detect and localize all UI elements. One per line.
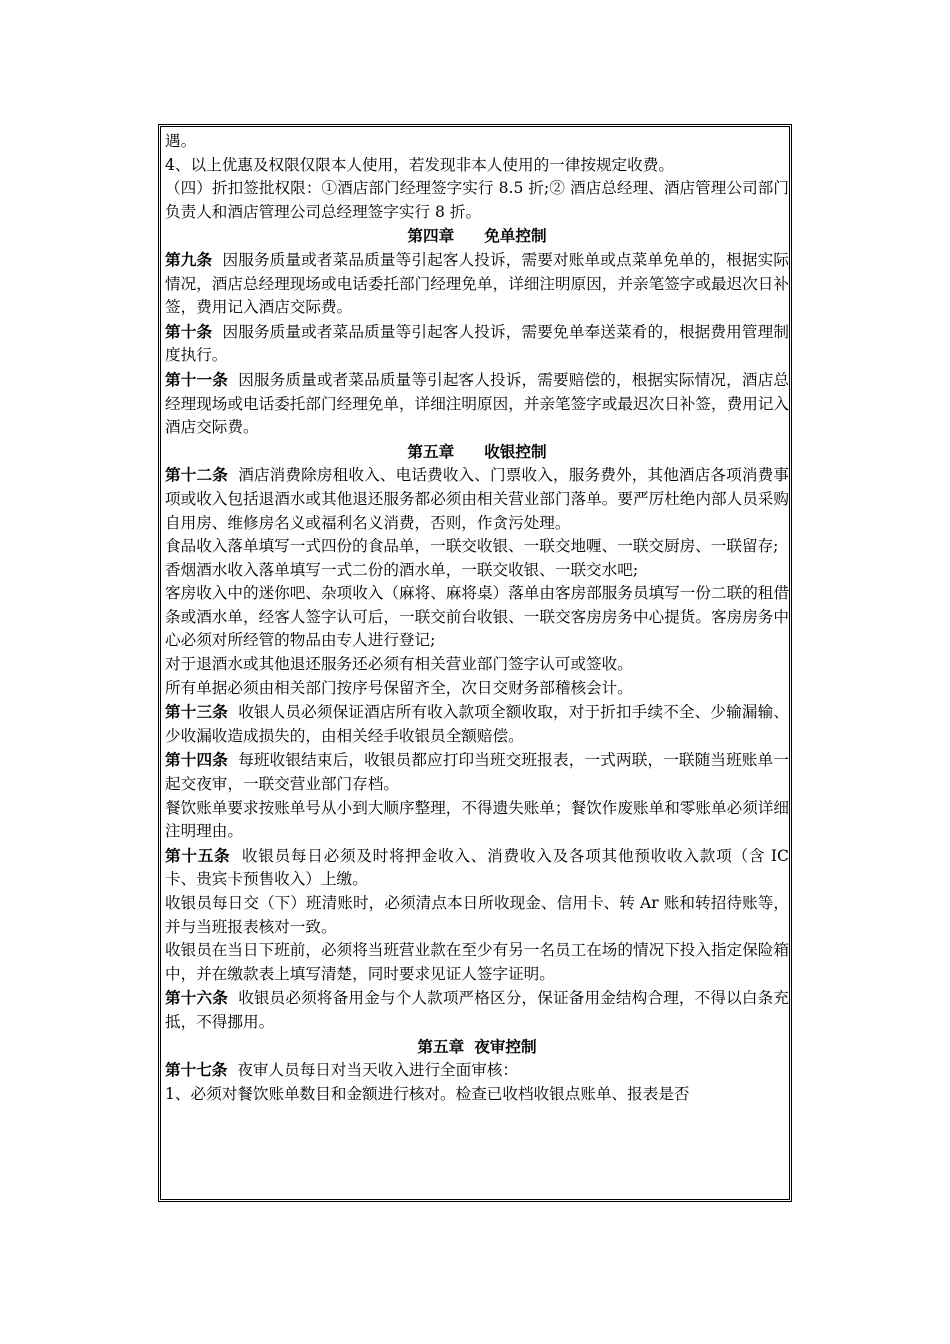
article-paragraph — [165, 248, 789, 320]
article-label: 第十四条 — [165, 750, 228, 770]
article-label: 第十三条 — [165, 702, 228, 722]
article-label: 第十二条 — [165, 465, 228, 485]
article-paragraph — [165, 844, 789, 892]
body-paragraph: 餐饮账单要求按账单号从小到大顺序整理，不得遗失账单；餐饮作废账单和零账单必须详细注明理由。 — [165, 798, 789, 841]
document-body — [165, 130, 789, 1106]
article-label: 第十条 — [165, 321, 213, 341]
article-label: 第十六条 — [165, 988, 228, 1008]
article-paragraph — [165, 368, 789, 440]
article-text: 因服务质量或者菜品质量等引起客人投诉，需要对账单或点菜单免单的，根据实际情况，酒店总经理现场或电话委托部门经理免单，详细注明原因，并亲笔签字或最迟次日补签，费用记入酒店交际费。 — [165, 250, 789, 317]
article-text: 收银员必须将备用金与个人款项严格区分，保证备用金结构合理，不得以白条充抵，不得挪用。 — [165, 989, 789, 1031]
article-text: 每班收银结束后，收银员都应打印当班交班报表，一式两联，一联随当班账单一起交夜审，一联交营业部门存档。 — [165, 751, 789, 794]
body-paragraph: 收银员每日交（下）班清账时，必须清点本日所收现金、信用卡、转 Ar 账和转招待账等，并与当班报表核对一致。 — [165, 894, 789, 936]
body-paragraph: 1、必须对餐饮账单数目和金额进行核对。检查已收档收银点账单、报表是否 — [165, 1084, 690, 1103]
article-text: 夜审人员每日对当天收入进行全面审核： — [237, 1061, 519, 1080]
article-paragraph — [165, 320, 789, 368]
article-label: 第九条 — [165, 249, 213, 269]
body-paragraph: 香烟酒水收入落单填写一式二份的酒水单，一联交收银、一联交水吧; — [165, 560, 639, 579]
body-paragraph: 遇。 — [165, 132, 197, 150]
document-frame — [158, 124, 792, 1202]
article-text: 因服务质量或者菜品质量等引起客人投诉，需要免单奉送菜肴的，根据费用管理制度执行。 — [165, 322, 789, 365]
article-paragraph — [165, 986, 789, 1034]
article-text: 酒店消费除房租收入、电话费收入、门票收入，服务费外，其他酒店各项消费事项或收入包括退酒水或其他退还服务都必须由相关营业部门落单。要严厉杜绝内部人员采购自用房、维修房名义或福利名义消费，否则，作贪污处理。 — [165, 466, 789, 532]
chapter-heading — [165, 224, 789, 248]
chapter-title: 收银控制 — [484, 441, 547, 461]
article-label: 第十一条 — [165, 369, 228, 389]
article-label: 第十五条 — [165, 845, 231, 865]
body-paragraph: 4、以上优惠及权限仅限本人使用，若发现非本人使用的一律按规定收费。 — [165, 155, 674, 174]
chapter-title: 免单控制 — [484, 226, 547, 246]
body-paragraph: 收银员在当日下班前，必须将当班营业款在至少有另一名员工在场的情况下投入指定保险箱中，并在缴款表上填写清楚，同时要求见证人签字证明。 — [165, 941, 789, 983]
article-text: 收银员每日必须及时将押金收入、消费收入及各项其他预收收入款项（含 IC 卡、贵宾卡预售收入）上缴。 — [165, 846, 789, 889]
article-text: 因服务质量或者菜品质量等引起客人投诉，需要赔偿的，根据实际情况，酒店总经理现场或电话委托部门经理免单，详细注明原因，并亲笔签字或最迟次日补签，费用记入酒店交际费。 — [165, 370, 789, 437]
article-paragraph — [165, 1058, 789, 1083]
chapter-number: 第五章 — [417, 1036, 465, 1056]
body-paragraph: 对于退酒水或其他退还服务还必须有相关营业部门签字认可或签收。 — [165, 655, 633, 674]
article-paragraph — [165, 748, 789, 796]
chapter-title: 夜审控制 — [474, 1036, 537, 1056]
body-paragraph: 客房收入中的迷你吧、杂项收入（麻将、麻将桌）落单由客房部服务员填写一份二联的租借条或酒水单，经客人签字认可后，一联交前台收银、一联交客房房务中心提货。客房房务中心必须对所经管的物品由专人进行登记; — [165, 584, 789, 650]
body-paragraph: 食品收入落单填写一式四份的食品单，一联交收银、一联交地喱、一联交厨房、一联留存; — [165, 537, 779, 556]
chapter-number: 第五章 — [407, 441, 455, 461]
chapter-heading — [165, 440, 789, 464]
body-paragraph: （四）折扣签批权限：①酒店部门经理签字实行 8.5 折;② 酒店总经理、酒店管理公司部门负责人和酒店管理公司总经理签字实行 8 折。 — [165, 179, 789, 221]
body-paragraph: 所有单据必须由相关部门按序号保留齐全，次日交财务部稽核会计。 — [165, 678, 633, 697]
article-paragraph — [165, 463, 789, 535]
article-label: 第十七条 — [165, 1060, 228, 1080]
article-paragraph — [165, 700, 789, 748]
article-text: 收银人员必须保证酒店所有收入款项全额收取，对于折扣手续不全、少输漏输、少收漏收造成损失的，由相关经手收银员全额赔偿。 — [165, 703, 789, 745]
chapter-heading — [165, 1035, 789, 1059]
chapter-number: 第四章 — [407, 226, 455, 246]
